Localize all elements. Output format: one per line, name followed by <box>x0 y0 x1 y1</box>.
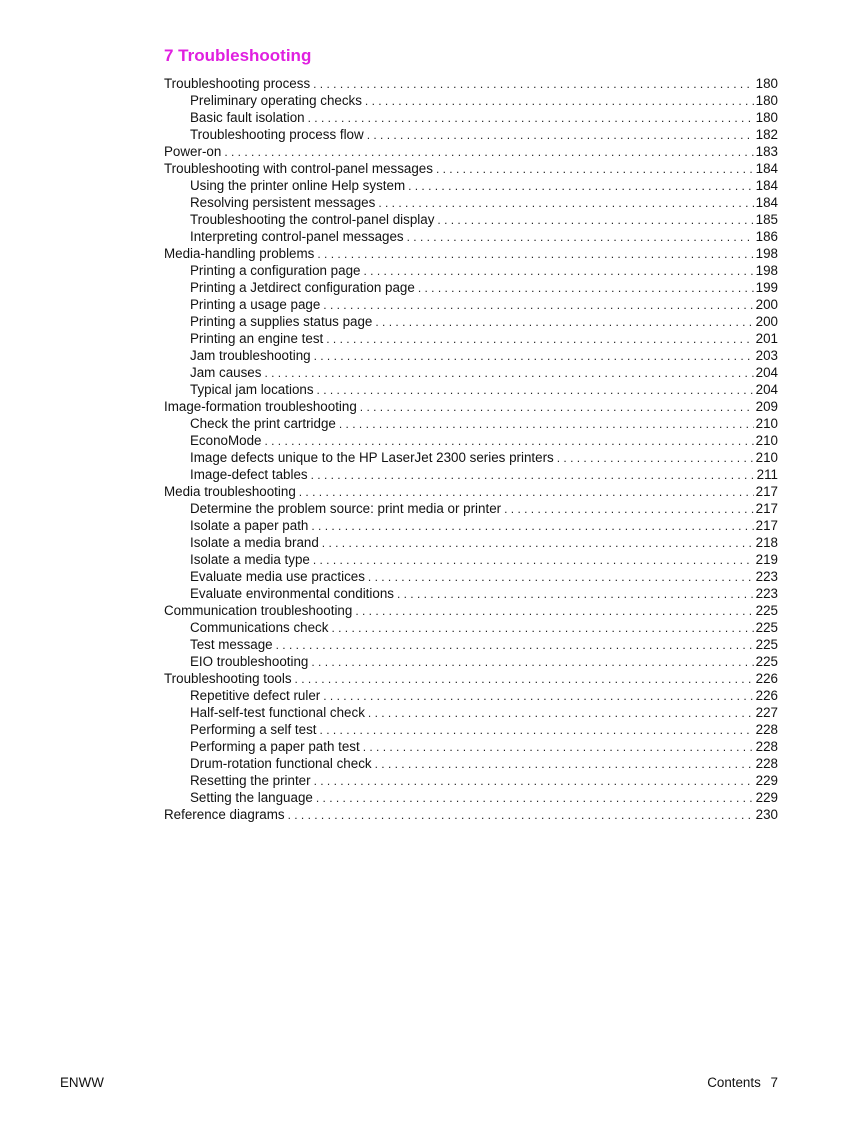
toc-entry-subsection[interactable] <box>164 687 778 704</box>
toc-entry-label: Evaluate environmental conditions <box>190 586 394 601</box>
toc-entry-label: EconoMode <box>190 433 262 448</box>
toc-dot-leader <box>299 484 754 501</box>
toc-entry-section[interactable] <box>164 398 778 415</box>
toc-entry-label: Using the printer online Help system <box>190 178 406 193</box>
toc-entry-label: Printing a supplies status page <box>190 314 373 329</box>
toc-dot-leader <box>313 552 754 569</box>
toc-entry-subsection[interactable] <box>164 381 778 398</box>
toc-entry-subsection[interactable] <box>164 534 778 551</box>
toc-entry-label: Isolate a media type <box>190 552 310 567</box>
toc-entry-label: Printing an engine test <box>190 331 324 346</box>
toc-entry-subsection[interactable] <box>164 211 778 228</box>
toc-dot-leader <box>313 76 754 93</box>
toc-entry-label: Test message <box>190 637 273 652</box>
toc-entry-page-number: 200 <box>755 314 778 329</box>
toc-dot-leader <box>378 195 753 212</box>
footer-page-number: 7 <box>770 1075 778 1090</box>
toc-entry-label: Drum-rotation functional check <box>190 756 372 771</box>
toc-entry-label: Troubleshooting process flow <box>190 127 364 142</box>
toc-entry-page-number: 203 <box>755 348 778 363</box>
toc-entry-label: Reference diagrams <box>164 807 285 822</box>
footer-section-label: Contents <box>707 1075 761 1090</box>
toc-dot-leader <box>311 518 753 535</box>
toc-entry-subsection[interactable] <box>164 653 778 670</box>
toc-dot-leader <box>322 535 754 552</box>
toc-entry-label: Communication troubleshooting <box>164 603 353 618</box>
toc-dot-leader <box>363 263 753 280</box>
toc-dot-leader <box>408 178 754 195</box>
toc-entry-page-number: 186 <box>755 229 778 244</box>
toc-dot-leader <box>276 637 754 654</box>
toc-entry-label: Performing a self test <box>190 722 317 737</box>
toc-entry-label: Check the print cartridge <box>190 416 336 431</box>
toc-entry-page-number: 185 <box>755 212 778 227</box>
toc-entry-subsection[interactable] <box>164 313 778 330</box>
toc-dot-leader <box>418 280 754 297</box>
toc-entry-label: Image-defect tables <box>190 467 308 482</box>
toc-entry-subsection[interactable] <box>164 92 778 109</box>
toc-entry-label: EIO troubleshooting <box>190 654 309 669</box>
toc-entry-page-number: 204 <box>755 365 778 380</box>
toc-dot-leader <box>224 144 753 161</box>
toc-entry-section[interactable] <box>164 245 778 262</box>
footer-right <box>707 1075 778 1091</box>
toc-entry-page-number: 200 <box>755 297 778 312</box>
toc-entry-page-number: 210 <box>755 416 778 431</box>
toc-entry-page-number: 184 <box>755 195 778 210</box>
toc-entry-section[interactable] <box>164 670 778 687</box>
toc-entry-subsection[interactable] <box>164 772 778 789</box>
toc-entry-subsection[interactable] <box>164 347 778 364</box>
toc-entry-page-number: 184 <box>755 178 778 193</box>
toc-entry-section[interactable] <box>164 143 778 160</box>
toc-entry-subsection[interactable] <box>164 432 778 449</box>
toc-dot-leader <box>308 110 754 127</box>
toc-dot-leader <box>355 603 753 620</box>
toc-dot-leader <box>326 331 753 348</box>
toc-entry-label: Jam troubleshooting <box>190 348 311 363</box>
toc-entry-page-number: 210 <box>755 433 778 448</box>
toc-dot-leader <box>311 654 753 671</box>
toc-entry-label: Troubleshooting process <box>164 76 311 91</box>
toc-entry-label: Resolving persistent messages <box>190 195 376 210</box>
toc-entry-label: Isolate a media brand <box>190 535 319 550</box>
toc-entry-label: Performing a paper path test <box>190 739 360 754</box>
toc-entry-page-number: 229 <box>755 790 778 805</box>
toc-entry-label: Printing a configuration page <box>190 263 361 278</box>
toc-entry-label: Troubleshooting tools <box>164 671 292 686</box>
toc-entry-label: Printing a Jetdirect configuration page <box>190 280 415 295</box>
toc-entry-label: Setting the language <box>190 790 313 805</box>
toc-entry-subsection[interactable] <box>164 500 778 517</box>
toc-entry-page-number: 210 <box>755 450 778 465</box>
toc-entry-page-number: 223 <box>755 586 778 601</box>
toc-entry-label: Isolate a paper path <box>190 518 309 533</box>
toc-entry-page-number: 223 <box>755 569 778 584</box>
toc-entry-subsection[interactable] <box>164 466 778 483</box>
toc-entry-label: Troubleshooting with control-panel messages <box>164 161 433 176</box>
toc-dot-leader <box>557 450 754 467</box>
toc-entry-subsection[interactable] <box>164 330 778 347</box>
toc-entry-page-number: 225 <box>755 603 778 618</box>
toc-entry-page-number: 180 <box>755 76 778 91</box>
toc-entry-section[interactable] <box>164 160 778 177</box>
toc-entry-page-number: 198 <box>755 263 778 278</box>
toc-entry-subsection[interactable] <box>164 364 778 381</box>
toc-entry-subsection[interactable] <box>164 704 778 721</box>
toc-dot-leader <box>437 212 753 229</box>
toc-entry-subsection[interactable] <box>164 721 778 738</box>
toc-dot-leader <box>314 773 754 790</box>
toc-entry-page-number: 226 <box>755 688 778 703</box>
toc-entry-label: Jam causes <box>190 365 262 380</box>
toc-entry-page-number: 184 <box>755 161 778 176</box>
toc-entry-page-number: 225 <box>755 654 778 669</box>
toc-entry-page-number: 225 <box>755 620 778 635</box>
toc-entry-label: Printing a usage page <box>190 297 321 312</box>
table-of-contents <box>164 75 778 823</box>
toc-dot-leader <box>264 365 753 382</box>
toc-entry-section[interactable] <box>164 806 778 823</box>
toc-dot-leader <box>316 790 754 807</box>
toc-entry-subsection[interactable] <box>164 585 778 602</box>
toc-entry-label: Typical jam locations <box>190 382 314 397</box>
toc-entry-section[interactable] <box>164 602 778 619</box>
toc-dot-leader <box>363 739 754 756</box>
toc-entry-page-number: 209 <box>755 399 778 414</box>
toc-dot-leader <box>311 467 755 484</box>
toc-entry-page-number: 225 <box>755 637 778 652</box>
toc-entry-subsection[interactable] <box>164 738 778 755</box>
toc-entry-page-number: 217 <box>755 501 778 516</box>
toc-dot-leader <box>317 382 754 399</box>
toc-dot-leader <box>323 688 753 705</box>
toc-entry-label: Half-self-test functional check <box>190 705 365 720</box>
toc-dot-leader <box>360 399 754 416</box>
toc-entry-label: Image defects unique to the HP LaserJet 2300 series printers <box>190 450 554 465</box>
toc-dot-leader <box>367 127 754 144</box>
toc-entry-label: Troubleshooting the control-panel display <box>190 212 435 227</box>
toc-entry-label: Determine the problem source: print media or printer <box>190 501 502 516</box>
toc-entry-section[interactable] <box>164 75 778 92</box>
toc-entry-label: Evaluate media use practices <box>190 569 365 584</box>
toc-entry-subsection[interactable] <box>164 789 778 806</box>
toc-entry-label: Basic fault isolation <box>190 110 305 125</box>
toc-entry-page-number: 228 <box>755 756 778 771</box>
toc-entry-subsection[interactable] <box>164 126 778 143</box>
toc-dot-leader <box>295 671 754 688</box>
toc-entry-page-number: 226 <box>755 671 778 686</box>
toc-entry-page-number: 227 <box>755 705 778 720</box>
toc-entry-label: Interpreting control-panel messages <box>190 229 404 244</box>
toc-entry-page-number: 180 <box>755 93 778 108</box>
toc-entry-page-number: 229 <box>755 773 778 788</box>
toc-entry-page-number: 201 <box>755 331 778 346</box>
chapter-title: 7 Troubleshooting <box>164 46 312 65</box>
toc-dot-leader <box>317 246 753 263</box>
toc-entry-page-number: 217 <box>755 518 778 533</box>
toc-entry-page-number: 199 <box>755 280 778 295</box>
toc-entry-label: Repetitive defect ruler <box>190 688 321 703</box>
toc-entry-subsection[interactable] <box>164 551 778 568</box>
toc-entry-page-number: 228 <box>755 739 778 754</box>
toc-dot-leader <box>320 722 754 739</box>
toc-entry-subsection[interactable] <box>164 296 778 313</box>
toc-entry-page-number: 204 <box>755 382 778 397</box>
toc-dot-leader <box>288 807 754 824</box>
footer-left-label: ENWW <box>60 1075 104 1090</box>
toc-dot-leader <box>365 93 754 110</box>
toc-entry-subsection[interactable] <box>164 177 778 194</box>
toc-entry-subsection[interactable] <box>164 517 778 534</box>
toc-entry-page-number: 180 <box>755 110 778 125</box>
toc-dot-leader <box>323 297 753 314</box>
toc-entry-subsection[interactable] <box>164 636 778 653</box>
toc-entry-section[interactable] <box>164 483 778 500</box>
toc-entry-label: Resetting the printer <box>190 773 311 788</box>
toc-entry-page-number: 228 <box>755 722 778 737</box>
toc-dot-leader <box>407 229 754 246</box>
toc-entry-page-number: 182 <box>755 127 778 142</box>
toc-dot-leader <box>368 569 754 586</box>
toc-entry-subsection[interactable] <box>164 415 778 432</box>
toc-entry-subsection[interactable] <box>164 449 778 466</box>
toc-entry-subsection[interactable] <box>164 279 778 296</box>
toc-dot-leader <box>436 161 754 178</box>
toc-entry-label: Power-on <box>164 144 222 159</box>
toc-entry-subsection[interactable] <box>164 228 778 245</box>
toc-entry-page-number: 219 <box>755 552 778 567</box>
toc-dot-leader <box>504 501 754 518</box>
toc-entry-subsection[interactable] <box>164 109 778 126</box>
toc-entry-page-number: 230 <box>755 807 778 822</box>
toc-entry-label: Media-handling problems <box>164 246 315 261</box>
toc-entry-page-number: 218 <box>755 535 778 550</box>
toc-entry-label: Image-formation troubleshooting <box>164 399 357 414</box>
toc-dot-leader <box>339 416 754 433</box>
toc-entry-subsection[interactable] <box>164 194 778 211</box>
toc-dot-leader <box>368 705 754 722</box>
toc-entry-page-number: 198 <box>755 246 778 261</box>
toc-entry-subsection[interactable] <box>164 262 778 279</box>
toc-entry-subsection[interactable] <box>164 755 778 772</box>
toc-dot-leader <box>375 756 754 773</box>
toc-entry-page-number: 211 <box>756 467 778 482</box>
toc-dot-leader <box>331 620 753 637</box>
toc-entry-subsection[interactable] <box>164 619 778 636</box>
toc-entry-subsection[interactable] <box>164 568 778 585</box>
toc-dot-leader <box>314 348 754 365</box>
toc-entry-page-number: 183 <box>755 144 778 159</box>
toc-dot-leader <box>397 586 754 603</box>
toc-entry-label: Media troubleshooting <box>164 484 296 499</box>
toc-entry-label: Communications check <box>190 620 329 635</box>
toc-entry-page-number: 217 <box>755 484 778 499</box>
toc-dot-leader <box>264 433 753 450</box>
toc-entry-label: Preliminary operating checks <box>190 93 362 108</box>
toc-dot-leader <box>375 314 753 331</box>
